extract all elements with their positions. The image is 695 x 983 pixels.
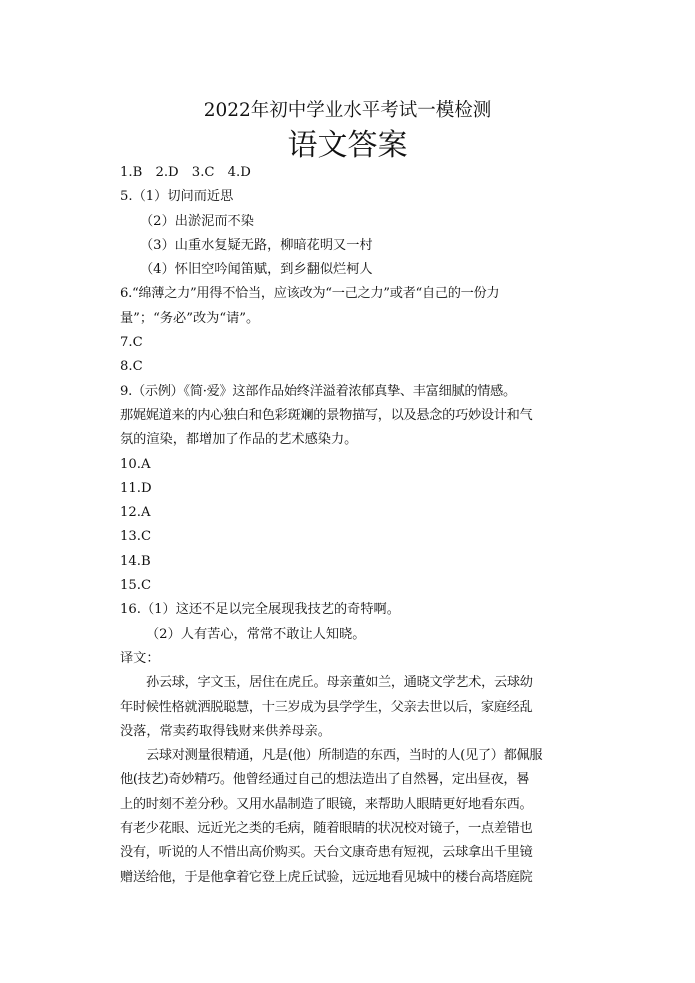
translation-line: 赠送给他，于是他拿着它登上虎丘试验，远远地看见城中的楼台高塔庭院: [120, 869, 533, 885]
answer-line: 14.B: [120, 553, 151, 569]
answer-line: 11.D: [120, 480, 152, 496]
answer-line: 那娓娓道来的内心独白和色彩斑斓的景物描写，以及悬念的巧妙设计和气: [120, 407, 533, 423]
translation-line: 年时候性格就洒脱聪慧，十三岁成为县学学生，父亲去世以后，家庭经乱: [120, 699, 533, 715]
answer-line: 9.（示例）《简·爱》这部作品始终洋溢着浓郁真挚、丰富细腻的情感。: [120, 383, 516, 399]
answer-line: 5.（1）切问而近思: [120, 189, 234, 205]
translation-line: 孙云球，字文玉，居住在虎丘。母亲董如兰，通晓文学艺术，云球幼: [146, 675, 533, 691]
answer-line: 16.（1）这还不足以完全展现我技艺的奇特啊。: [120, 602, 400, 618]
translation-line: 有老少花眼、远近光之类的毛病，随着眼睛的状况校对镜子，一点差错也: [120, 821, 533, 837]
answer-line: 8.C: [120, 359, 143, 375]
answer-body: [120, 161, 590, 890]
translation-line: 他(技艺)奇妙精巧。他曾经通过自己的想法造出了自然晷，定出昼夜，晷: [120, 772, 530, 788]
answer-line: （2）出淤泥而不染: [140, 213, 254, 229]
answer-line: 1.B 2.D 3.C 4.D: [120, 165, 251, 180]
answer-line: 12.A: [120, 505, 151, 521]
translation-line: 上的时刻不差分秒。又用水晶制造了眼镜，来帮助人眼睛更好地看东西。: [120, 796, 533, 812]
answer-key-title: 语文答案: [287, 128, 408, 163]
translation-line: 云球对测量很精通，凡是(他）所制造的东西，当时的人(见了）都佩服: [146, 748, 543, 764]
answer-line: 6.“绵薄之力”用得不恰当，应该改为“一己之力”或者“自己的一份力: [120, 286, 500, 302]
answer-line: （3）山重水复疑无路，柳暗花明又一村: [140, 237, 373, 253]
translation-line: 没落，常卖药取得钱财来供养母亲。: [120, 723, 331, 739]
answer-line: 7.C: [120, 335, 143, 351]
answer-line: （2）人有苦心，常常不敢让人知晓。: [146, 626, 366, 642]
answer-line: 氛的渲染，都增加了作品的艺术感染力。: [120, 432, 358, 448]
exam-title: 2022年初中学业水平考试一模检测: [203, 100, 492, 121]
answer-line: 13.C: [120, 529, 152, 545]
answer-line: 15.C: [120, 578, 152, 594]
answer-line: （4）怀旧空吟闻笛赋，到乡翻似烂柯人: [140, 262, 373, 278]
translation-heading: 译文：: [120, 650, 160, 666]
answer-line: 量”；“务必”改为“请”。: [120, 310, 260, 326]
answer-line: 10.A: [120, 456, 151, 472]
translation-line: 没有，听说的人不惜出高价购买。天台文康奇患有短视，云球拿出千里镜: [120, 845, 533, 861]
